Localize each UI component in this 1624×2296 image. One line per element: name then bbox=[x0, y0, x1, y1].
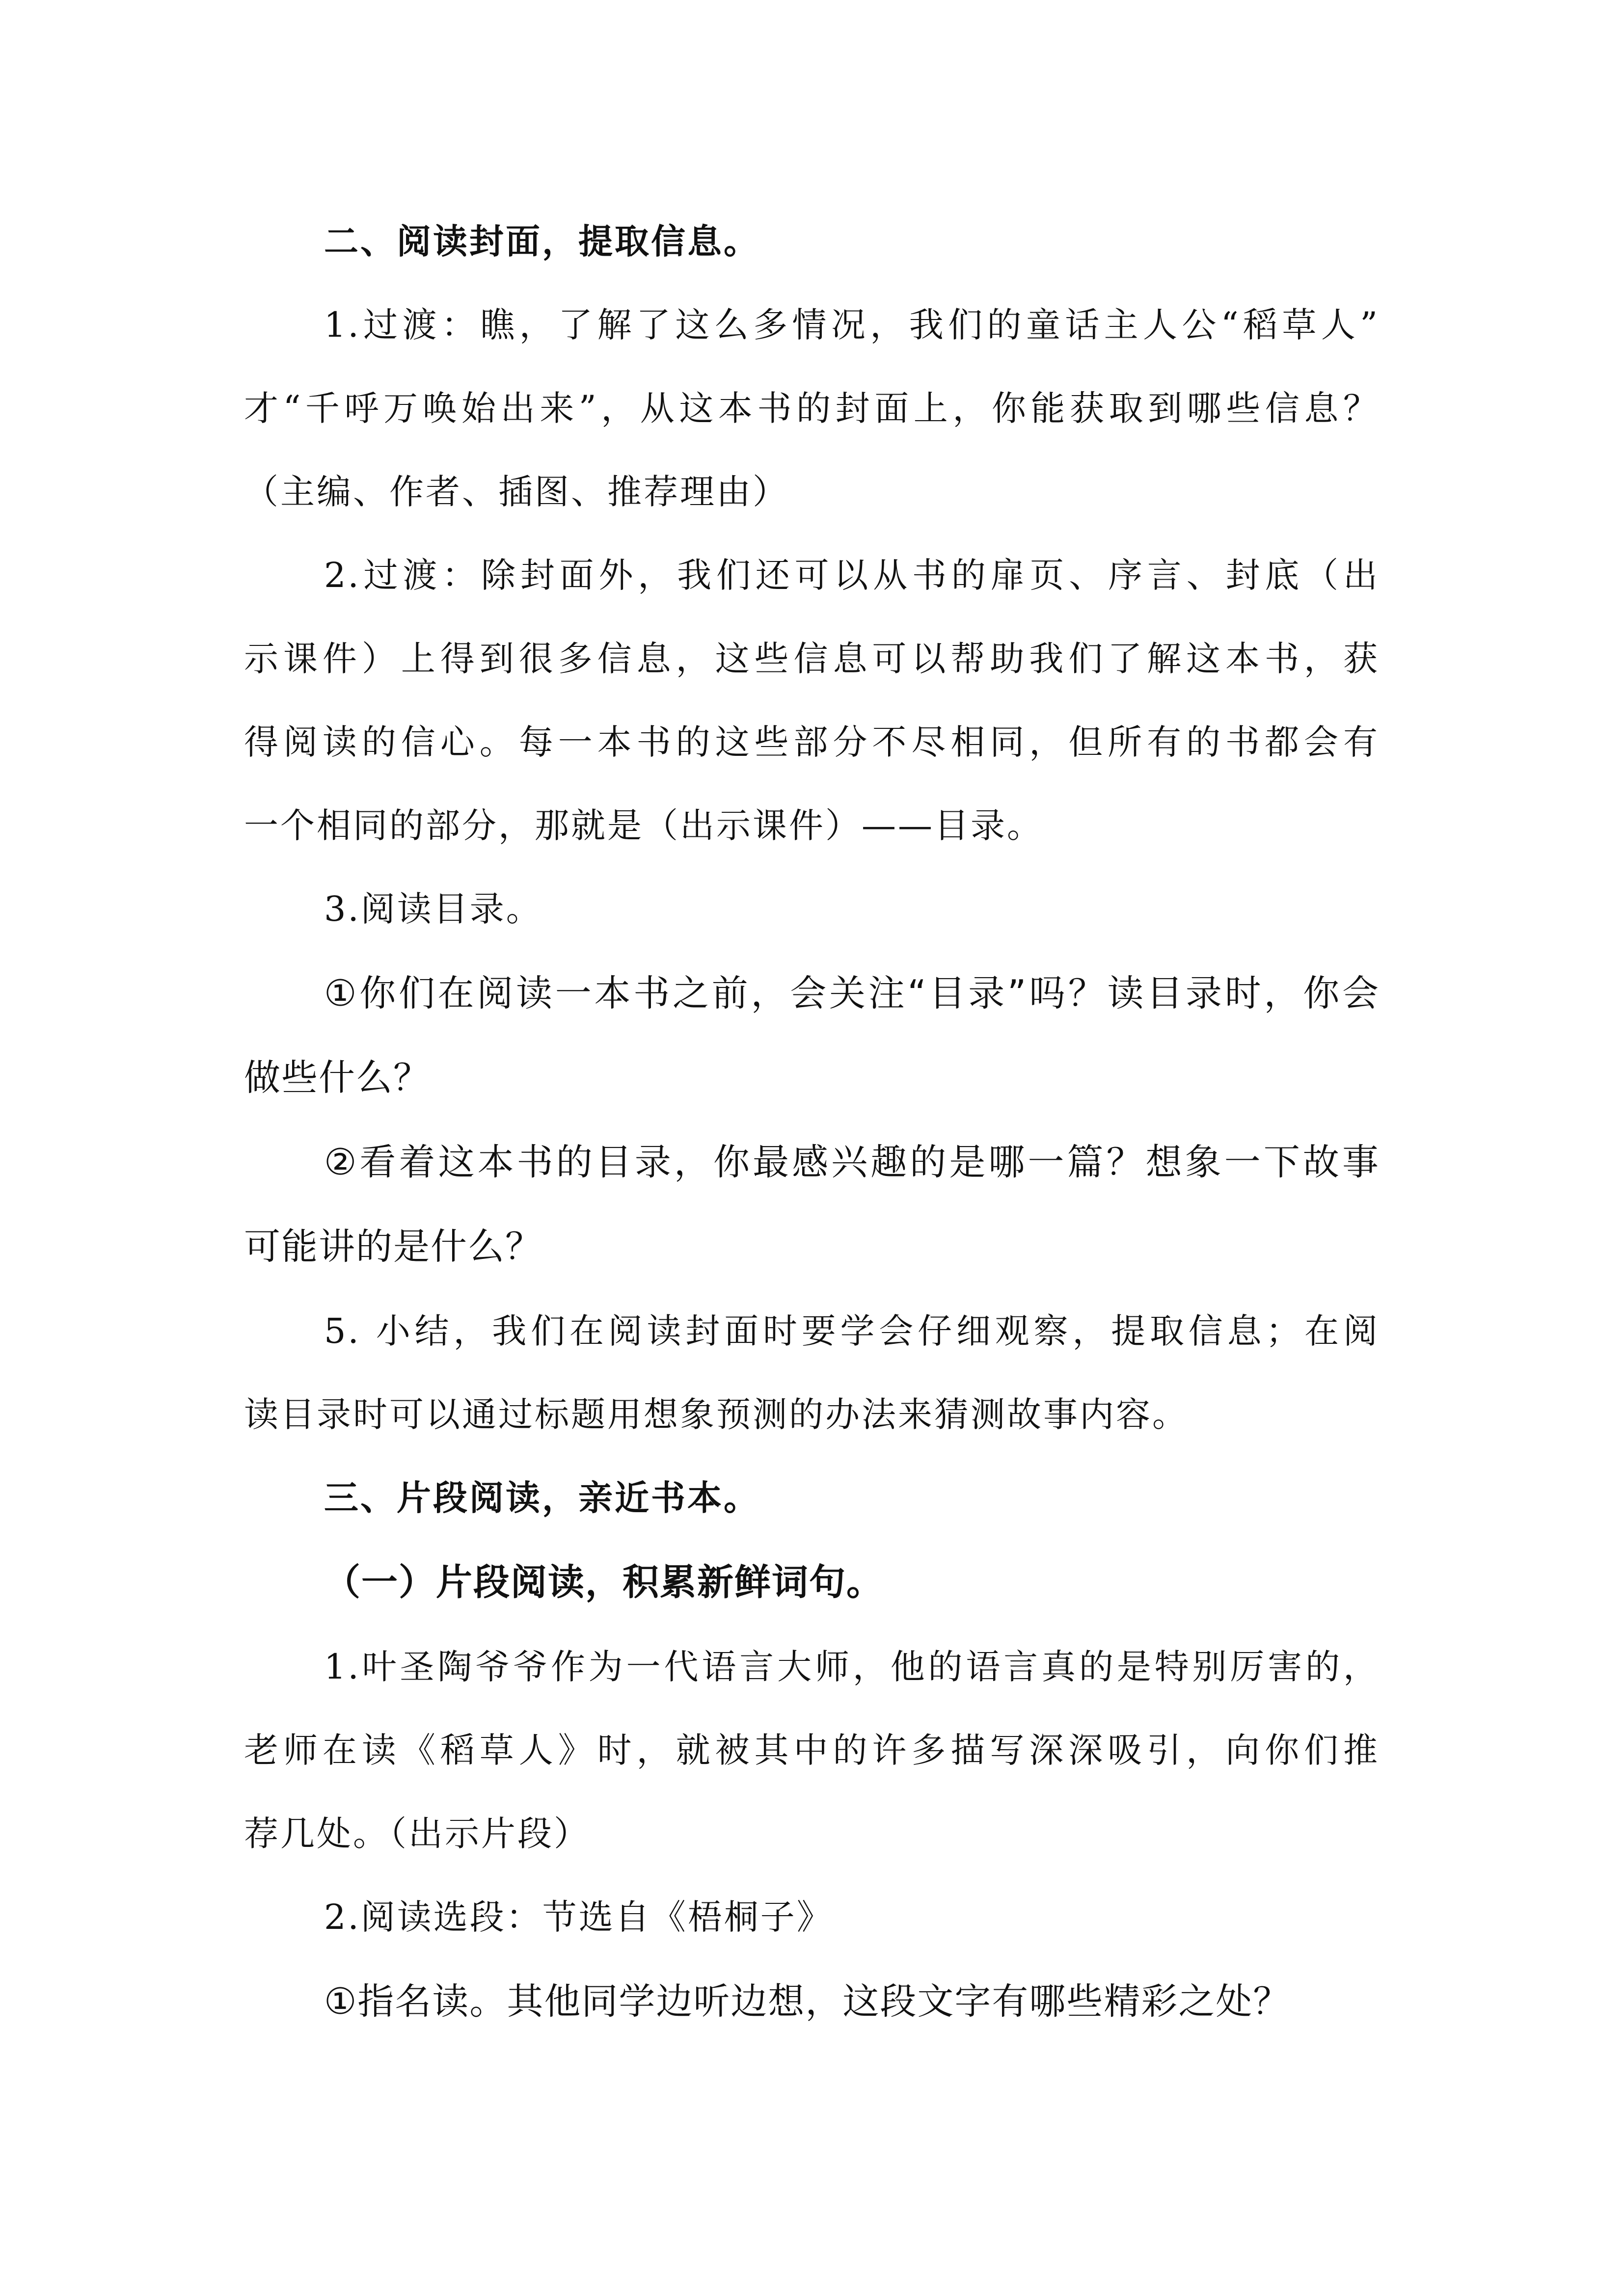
section-heading-two: 二、阅读封面，提取信息。 bbox=[324, 221, 760, 262]
paragraph-line: 5. 小结，我们在阅读封面时要学会仔细观察，提取信息；在阅 bbox=[324, 1311, 1380, 1351]
paragraph-line: 1.叶圣陶爷爷作为一代语言大师，他的语言真的是特别厉害的， bbox=[324, 1647, 1380, 1687]
paragraph-line: 一个相同的部分，那就是（出示课件）——目录。 bbox=[244, 805, 1043, 846]
paragraph-line: 才“千呼万唤始出来”，从这本书的封面上，你能获取到哪些信息？ bbox=[244, 388, 1380, 428]
question-line: ①你们在阅读一本书之前，会关注“目录”吗？读目录时，你会 bbox=[324, 972, 1380, 1015]
question-line: ②看着这本书的目录，你最感兴趣的是哪一篇？想象一下故事 bbox=[324, 1141, 1380, 1183]
paragraph-line: 1.过渡：瞧，了解了这么多情况，我们的童话主人公“稻草人” bbox=[324, 305, 1380, 345]
paragraph-line: 老师在读《稻草人》时，就被其中的许多描写深深吸引，向你们推 bbox=[244, 1730, 1380, 1770]
subsection-heading: （一）片段阅读，积累新鲜词句。 bbox=[324, 1561, 884, 1603]
paragraph-line: 3.阅读目录。 bbox=[324, 889, 542, 929]
question-line: 可能讲的是什么？ bbox=[244, 1226, 542, 1268]
paragraph-line: 读目录时可以通过标题用想象预测的办法来猜测故事内容。 bbox=[244, 1394, 1189, 1435]
paragraph-line: 得阅读的信心。每一本书的这些部分不尽相同，但所有的书都会有 bbox=[244, 722, 1380, 762]
paragraph-line: （主编、作者、插图、推荐理由） bbox=[244, 472, 789, 512]
paragraph-line: 2.过渡：除封面外，我们还可以从书的扉页、序言、封底（出 bbox=[324, 555, 1380, 595]
paragraph-line: 示课件）上得到很多信息，这些信息可以帮助我们了解这本书，获 bbox=[244, 639, 1380, 679]
paragraph-line: 荐几处。（出示片段） bbox=[244, 1814, 590, 1854]
question-line: 做些什么？ bbox=[244, 1057, 431, 1099]
section-heading-three: 三、片段阅读，亲近书本。 bbox=[324, 1477, 760, 1518]
question-line: ①指名读。其他同学边听边想，这段文字有哪些精彩之处？ bbox=[324, 1980, 1291, 2023]
paragraph-line: 2.阅读选段：节选自《梧桐子》 bbox=[324, 1897, 833, 1937]
